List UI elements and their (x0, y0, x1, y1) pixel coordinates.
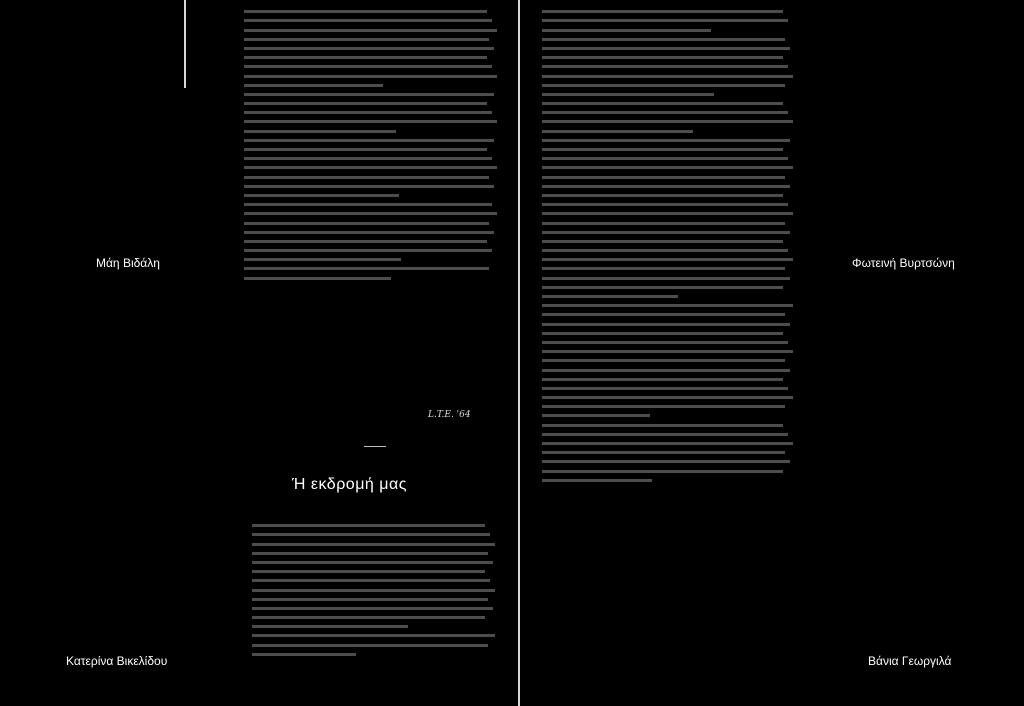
text-line (542, 176, 785, 179)
text-line (252, 561, 493, 564)
text-line (542, 19, 788, 22)
text-line (542, 65, 788, 68)
text-line (244, 38, 489, 41)
text-line (244, 84, 383, 87)
left-column-lower-text (252, 518, 500, 656)
text-line (542, 258, 793, 261)
text-line (542, 341, 788, 344)
text-line (542, 38, 785, 41)
text-line (252, 589, 495, 592)
text-line (252, 543, 495, 546)
text-line (244, 130, 396, 133)
text-line (244, 249, 492, 252)
text-line (252, 598, 488, 601)
text-line (542, 396, 793, 399)
text-line (542, 102, 783, 105)
text-line (542, 222, 785, 225)
text-line (542, 451, 785, 454)
text-line (244, 148, 487, 151)
text-line (252, 607, 493, 610)
text-line (542, 460, 790, 463)
text-line (542, 286, 783, 289)
text-line (542, 84, 785, 87)
text-line (542, 240, 783, 243)
text-line (542, 295, 678, 298)
text-line (542, 332, 783, 335)
text-line (542, 120, 793, 123)
text-line (542, 10, 783, 13)
text-line (252, 625, 408, 628)
text-line (244, 29, 497, 32)
text-line (244, 139, 494, 142)
text-line (542, 203, 788, 206)
left-column-upper-text (244, 4, 502, 280)
text-line (542, 212, 793, 215)
text-line (542, 231, 790, 234)
text-line (252, 634, 495, 637)
text-line (542, 433, 788, 436)
text-line (542, 414, 650, 417)
text-line (244, 111, 492, 114)
text-line (252, 616, 485, 619)
text-line (542, 249, 788, 252)
text-line (542, 378, 783, 381)
text-line (244, 231, 494, 234)
text-line (252, 524, 485, 527)
text-line (542, 304, 793, 307)
text-line (542, 29, 711, 32)
text-line (244, 10, 487, 13)
text-line (542, 405, 785, 408)
text-line (542, 148, 783, 151)
text-line (244, 194, 399, 197)
text-line (542, 75, 793, 78)
text-line (542, 93, 714, 96)
author-name-top-left: Μάη Βιδάλη (96, 256, 160, 270)
left-margin-rule (184, 0, 186, 88)
article-signature: L.T.E. '64 (428, 410, 471, 420)
text-line (542, 139, 790, 142)
right-column-text (542, 4, 798, 482)
text-line (542, 369, 790, 372)
text-line (542, 479, 652, 482)
text-line (244, 277, 391, 280)
text-line (542, 470, 783, 473)
text-line (244, 65, 492, 68)
text-line (542, 424, 783, 427)
text-line (542, 185, 790, 188)
article-title: Ή εκδρομή μας (292, 476, 407, 493)
text-line (244, 212, 497, 215)
section-divider (364, 446, 386, 447)
text-line (252, 579, 490, 582)
text-line (244, 75, 497, 78)
author-name-bottom-left: Κατερίνα Βικελίδου (66, 654, 168, 668)
text-line (542, 277, 790, 280)
text-line (244, 19, 492, 22)
text-line (542, 111, 788, 114)
text-line (244, 120, 497, 123)
text-line (252, 644, 488, 647)
text-line (542, 166, 793, 169)
text-line (244, 157, 492, 160)
author-name-top-right: Φωτεινή Βυρτσώνη (852, 256, 955, 270)
text-line (542, 359, 785, 362)
text-line (244, 176, 489, 179)
text-line (542, 157, 788, 160)
text-line (244, 267, 489, 270)
text-line (252, 533, 490, 536)
author-name-bottom-right: Βάνια Γεωργιλά (868, 654, 952, 668)
text-line (252, 570, 485, 573)
text-line (542, 267, 785, 270)
text-line (244, 47, 494, 50)
text-line (244, 166, 497, 169)
text-line (542, 194, 783, 197)
text-line (252, 552, 488, 555)
text-line (244, 240, 487, 243)
text-line (542, 313, 785, 316)
text-line (244, 102, 487, 105)
text-line (542, 56, 783, 59)
text-line (542, 47, 790, 50)
text-line (244, 56, 487, 59)
text-line (542, 130, 693, 133)
text-line (252, 653, 356, 656)
text-line (244, 93, 494, 96)
text-line (542, 350, 793, 353)
text-line (542, 387, 788, 390)
text-line (244, 203, 492, 206)
text-line (244, 222, 489, 225)
text-line (244, 185, 494, 188)
text-line (542, 323, 790, 326)
text-line (542, 442, 793, 445)
text-line (244, 258, 401, 261)
column-separator-rule (518, 0, 520, 706)
